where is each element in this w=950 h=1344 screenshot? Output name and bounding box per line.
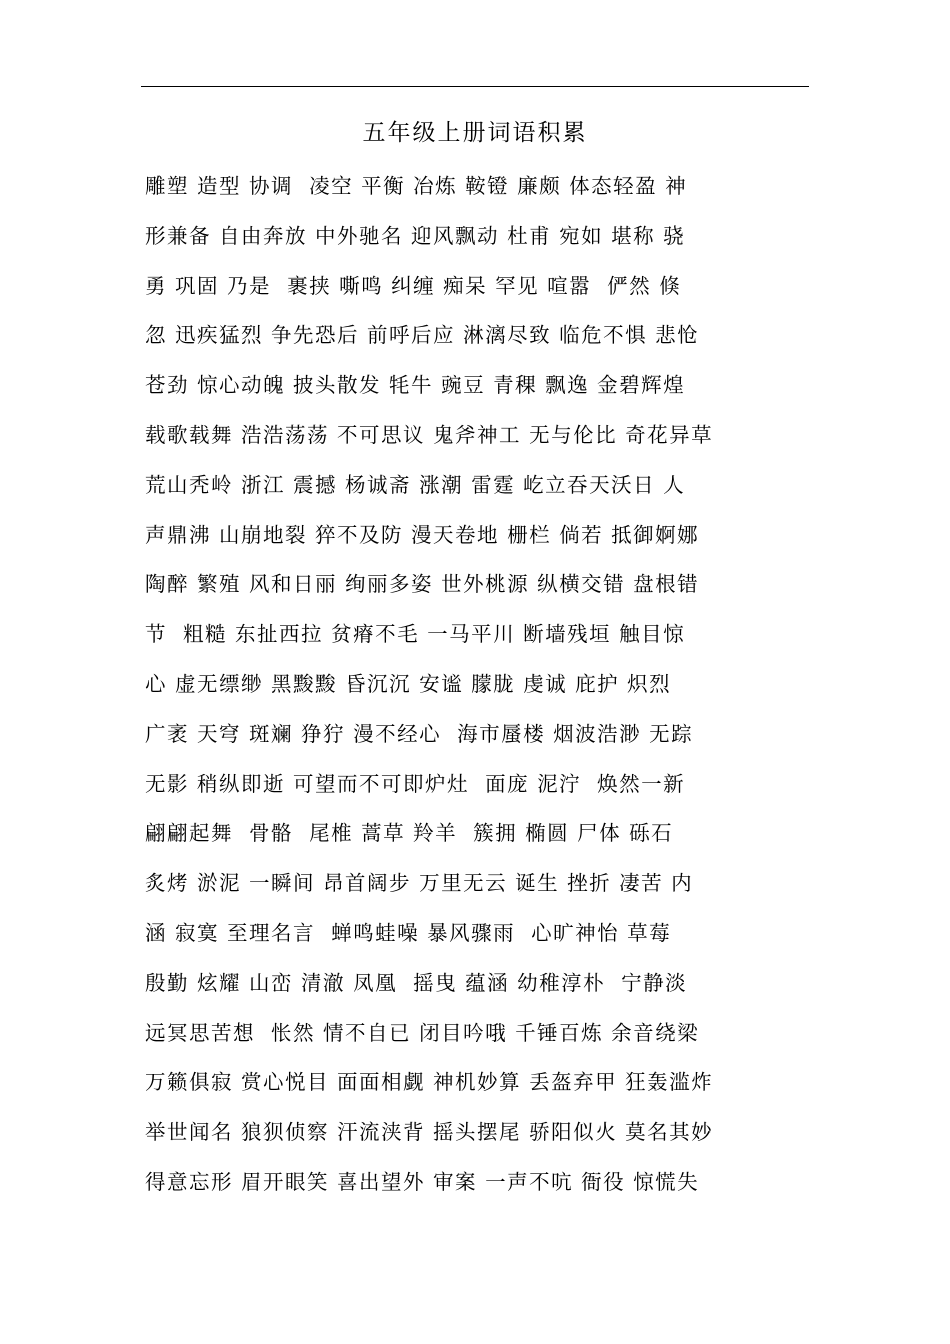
word-line-6: 载歌载舞 浩浩荡荡 不可思议 鬼斧神工 无与伦比 奇花异草 bbox=[145, 422, 714, 447]
page-title: 五年级上册词语积累 bbox=[362, 120, 588, 146]
word-line-5: 苍劲 惊心动魄 披头散发 牦牛 豌豆 青稞 飘逸 金碧辉煌 bbox=[145, 373, 686, 398]
word-line-18: 远冥思苦想 怅然 情不自已 闭目吟哦 千锤百炼 余音绕梁 bbox=[145, 1020, 700, 1045]
word-line-11: 心 虚无缥缈 黑黢黢 昏沉沉 安谧 朦胧 虔诚 庇护 炽烈 bbox=[145, 671, 672, 696]
word-line-17: 殷勤 炫耀 山峦 清澈 凤凰 摇曳 蕴涵 幼稚淳朴 宁静淡 bbox=[145, 970, 688, 995]
word-line-7: 荒山秃岭 浙江 震撼 杨诚斋 涨潮 雷霆 屹立吞天沃日 人 bbox=[145, 472, 686, 497]
word-line-14: 翩翩起舞 骨骼 尾椎 蒿草 羚羊 簇拥 椭圆 尸体 砾石 bbox=[145, 821, 674, 846]
word-line-1: 雕塑 造型 协调 凌空 平衡 冶炼 鞍镫 廉颇 体态轻盈 神 bbox=[145, 174, 688, 198]
word-line-20: 举世闻名 狼狈侦察 汗流浃背 摇头摆尾 骄阳似火 莫名其妙 bbox=[145, 1120, 714, 1145]
word-line-3: 勇 巩固 乃是 裹挟 嘶鸣 纠缠 痴呆 罕见 喧嚣 俨然 倏 bbox=[145, 273, 682, 298]
word-line-9: 陶醉 繁殖 风和日丽 绚丽多姿 世外桃源 纵横交错 盘根错 bbox=[145, 572, 700, 597]
word-line-2: 形兼备 自由奔放 中外驰名 迎风飘动 杜甫 宛如 堪称 骁 bbox=[145, 223, 686, 248]
word-line-16: 涵 寂寞 至理名言 蝉鸣蛙噪 暴风骤雨 心旷神怡 草莓 bbox=[145, 920, 672, 945]
word-line-19: 万籁俱寂 赏心悦目 面面相觑 神机妙算 丢盔弃甲 狂轰滥炸 bbox=[145, 1070, 714, 1095]
word-line-21: 得意忘形 眉开眼笑 喜出望外 审案 一声不吭 衙役 惊慌失 bbox=[145, 1169, 700, 1194]
header-rule bbox=[141, 86, 809, 87]
word-line-10: 节 粗糙 东扯西拉 贫瘠不毛 一马平川 断墙残垣 触目惊 bbox=[145, 622, 686, 647]
word-line-4: 忽 迅疾猛烈 争先恐后 前呼后应 淋漓尽致 临危不惧 悲怆 bbox=[145, 323, 700, 348]
word-line-13: 无影 稍纵即逝 可望而不可即炉灶 面庞 泥泞 焕然一新 bbox=[145, 771, 686, 796]
word-list bbox=[145, 168, 825, 1214]
word-line-15: 炙烤 淤泥 一瞬间 昂首阔步 万里无云 诞生 挫折 凄苦 内 bbox=[145, 871, 694, 896]
word-line-12: 广袤 天穹 斑斓 狰狞 漫不经心 海市蜃楼 烟波浩渺 无踪 bbox=[145, 721, 694, 746]
word-line-8: 声鼎沸 山崩地裂 猝不及防 漫天卷地 栅栏 倘若 抵御婀娜 bbox=[145, 522, 700, 547]
